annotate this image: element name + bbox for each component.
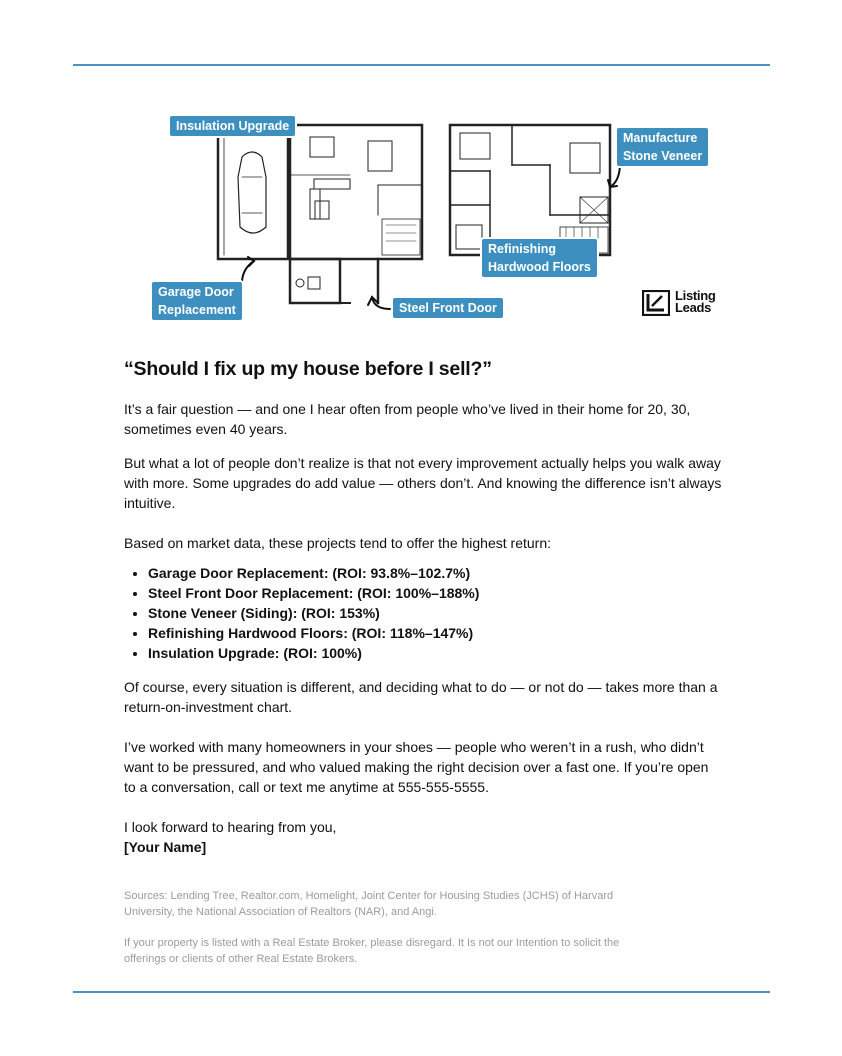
top-divider	[73, 64, 770, 66]
paragraph-market-data: Based on market data, these projects tend to offer the highest return:	[124, 535, 551, 551]
paragraph-contact: I’ve worked with many homeowners in your shoes — people who weren’t in a rush, who didn’t want to be pressured, and who valued making the right decision over a fast one. If you’re open to a conversation, call or text me anytime at 555-555-5555.	[124, 739, 709, 795]
stone-veneer-label-line1: Manufacture	[623, 131, 698, 145]
closing-line: I look forward to hearing from you,	[124, 819, 337, 835]
list-item: • Insulation Upgrade: (ROI: 100%)	[148, 643, 724, 663]
upper-floor-outline	[450, 125, 610, 255]
paragraph-situation: Of course, every situation is different, and deciding what to do — or not do — takes more than a return-on-investment chart.	[124, 679, 718, 715]
front-door-callout	[391, 296, 505, 320]
listing-leads-logo	[642, 290, 722, 318]
insulation-label: Insulation Upgrade	[176, 119, 290, 133]
logo-line1: Listing	[675, 288, 716, 303]
list-item: • Steel Front Door Replacement: (ROI: 100%–188%)	[148, 583, 724, 603]
bottom-divider	[73, 991, 770, 993]
sources-note: Sources: Lending Tree, Realtor.com, Homelight, Joint Center for Housing Studies (JCHS) of Harvard University, the National Association of Realtors (NAR), and Angi.	[124, 890, 614, 918]
letter-heading: “Should I fix up my house before I sell?”	[124, 358, 492, 380]
logo-line2: Leads	[675, 300, 712, 315]
hardwood-callout	[480, 237, 599, 279]
stone-veneer-callout	[615, 126, 710, 168]
logo-wordmark	[675, 290, 716, 314]
garage-door-label-line2: Replacement	[158, 303, 236, 317]
car-drawing	[238, 152, 266, 233]
logo-mark-icon	[642, 290, 670, 316]
insulation-callout	[168, 114, 297, 138]
list-item: • Refinishing Hardwood Floors: (ROI: 118%–147%)	[148, 623, 724, 643]
stone-veneer-label-line2: Stone Veneer	[623, 149, 703, 163]
paragraph-value: But what a lot of people don’t realize is that not every improvement actually helps you walk away with more. Some upgrades do add value — others don’t. And knowing the difference isn’t always intuitive.	[124, 455, 722, 511]
roi-project-list	[124, 563, 724, 663]
garage-door-callout	[150, 280, 244, 322]
garage-arrow	[242, 261, 254, 283]
signature-block	[124, 817, 724, 857]
hardwood-label-line1: Refinishing	[488, 242, 557, 256]
garage-door-label-line1: Garage Door	[158, 285, 234, 299]
list-item: • Stone Veneer (Siding): (ROI: 153%)	[148, 603, 724, 623]
paragraph-intro: It’s a fair question — and one I hear often from people who’ve lived in their home for 20, 30, sometimes even 40 years.	[124, 401, 691, 437]
list-item: • Garage Door Replacement: (ROI: 93.8%–102.7%)	[148, 563, 724, 583]
broker-disclaimer: If your property is listed with a Real Estate Broker, please disregard. It Is not our Intention to solicit the offerings or clients of other Real Estate Brokers.	[124, 937, 620, 965]
signature-name: [Your Name]	[124, 839, 207, 855]
hardwood-label-line2: Hardwood Floors	[488, 260, 591, 274]
letter-body	[124, 356, 724, 857]
front-door-label: Steel Front Door	[399, 301, 497, 315]
